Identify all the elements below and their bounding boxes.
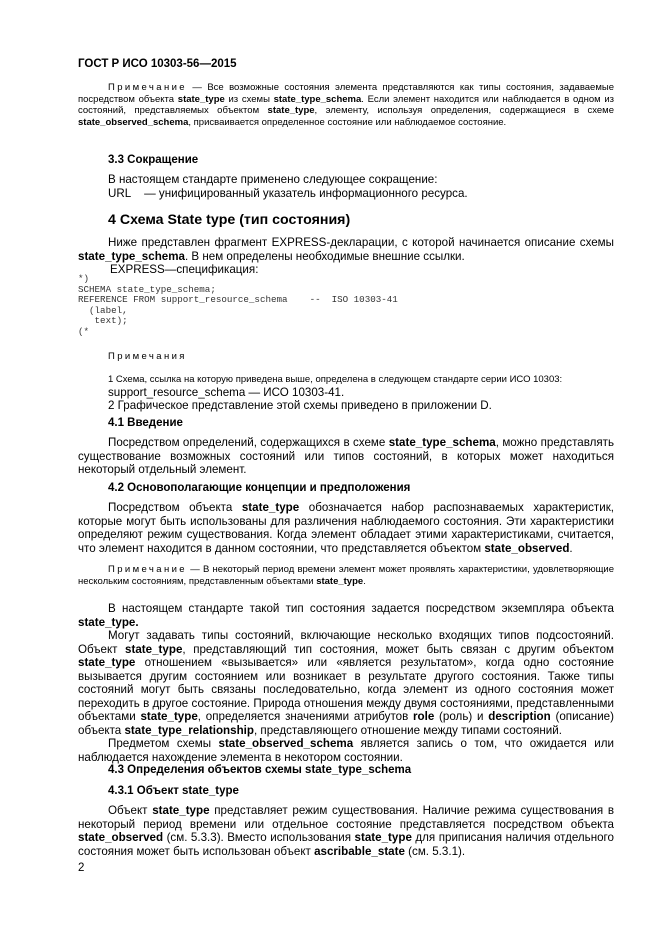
- code-line: (label,: [78, 304, 128, 316]
- page-number: 2: [78, 862, 85, 874]
- section-heading-4-1: 4.1 Введение: [108, 417, 183, 429]
- abbreviation-section: [78, 173, 614, 200]
- section-4-3-1-text: Объект state_type представляет режим существования. Наличие режима существования в некоторый период времени или отдельное состояние представляется посредством объекта state_observed (см. 5.3.3). Вместо использования state_type для приписания наличия отдельного состояния может быть использован объект ascribable_state (см. 5.3.1).: [78, 804, 615, 858]
- section-4-2-p1: Посредством объекта state_type обозначается набор распознаваемых характеристик, которые могут быть использованы для различения наблюдаемого состояния. Эти характеристики определяют режим существования. Когда элемент обладает этими характеристиками, считается, что элемент находится в данном состоянии, что представляется объектом state_observed.: [78, 501, 614, 555]
- express-code-block: [78, 274, 614, 338]
- note-1: 1 Схема, ссылка на которую приведена выше, определена в следующем стандарте серии ИСО 10303:: [108, 374, 563, 385]
- section-heading-3-3: 3.3 Сокращение: [108, 154, 199, 166]
- notes-list: [78, 374, 614, 413]
- section-heading-4-3-1: 4.3.1 Объект state_type: [108, 785, 239, 797]
- section-4-intro: Ниже представлен фрагмент EXPRESS-декларации, с которой начинается описание схемы state_type_schema. В нем определены необходимые внешние ссылки. EXPRESS—спецификация:: [78, 236, 614, 276]
- section-heading-4-2: 4.2 Основополагающие концепции и предположения: [108, 482, 411, 494]
- express-spec-label: EXPRESS—спецификация:: [110, 263, 259, 276]
- note-state-types: Примечание — Все возможные состояния элемента представляются как типы состояния, задаваемые посредством объекта state_type из схемы state_type_schema. Если элемент находится или наблюдается в одном из состояний, представляемых объектом state_type, элементу, используя определения, содержащиеся в схеме state_observed_schema, присваивается определенное состояние или наблюдаемое состояние.: [78, 82, 614, 128]
- section-heading-4-3: 4.3 Определения объектов схемы state_type_schema: [108, 764, 412, 776]
- note-2: 2 Графическое представление этой схемы приведено в приложении D.: [108, 399, 492, 412]
- code-line: (*: [78, 325, 90, 337]
- note-label: Примечание: [108, 82, 187, 93]
- section-4-1-text: Посредством определений, содержащихся в схеме state_type_schema, можно представлять существование возможных состояний или типов состояний, в которых может находиться некоторый отдельный элемент.: [78, 436, 614, 476]
- code-line: *): [78, 273, 90, 284]
- notes-heading: Примечания: [108, 351, 187, 362]
- code-line: SCHEMA state_type_schema;: [78, 283, 216, 295]
- abbreviation-intro: В настоящем стандарте применено следующее сокращение:: [108, 173, 438, 186]
- section-heading-4: 4 Схема State type (тип состояния): [108, 212, 351, 228]
- abbreviation-entry: URL — унифицированный указатель информационного ресурса.: [108, 186, 468, 200]
- code-line: REFERENCE FROM support_resource_schema -- ISO 10303-41: [78, 294, 398, 306]
- code-line: text);: [78, 315, 128, 327]
- section-4-2-note: Примечание — В некоторый период времени элемент может проявлять характеристики, удовлетворяющие нескольким состояниям, представленным объектами state_type.: [78, 564, 614, 587]
- section-4-2-body: В настоящем стандарте такой тип состояния задается посредством экземпляра объекта state_type. Могут задавать типы состояний, включающие несколько входящих типов подсостояний. Объект state_type, представляющий тип состояния, может быть связан с другим объектом state_type отношением «вызывается» или «является результатом», когда одно состояние вызывается другим состоянием или возникает в результате другого состояния. Также типы состояний могут быть связаны последовательно, когда элемент из одного состояния может переходить в другое состояние. Природа отношения между двумя состояниями, представленными объектами state_type, определяется значениями атрибутов role (роль) и description (описание) объекта state_type_relationship, представляющего отношение между типами состояний. Предметом схемы state_observed_schema является запись о том, что ожидается или наблюдается нахождение элемента в некотором состоянии.: [78, 602, 614, 764]
- note-1-ref: support_resource_schema — ИСО 10303-41.: [108, 385, 345, 399]
- document-header: ГОСТ Р ИСО 10303-56—2015: [78, 58, 237, 70]
